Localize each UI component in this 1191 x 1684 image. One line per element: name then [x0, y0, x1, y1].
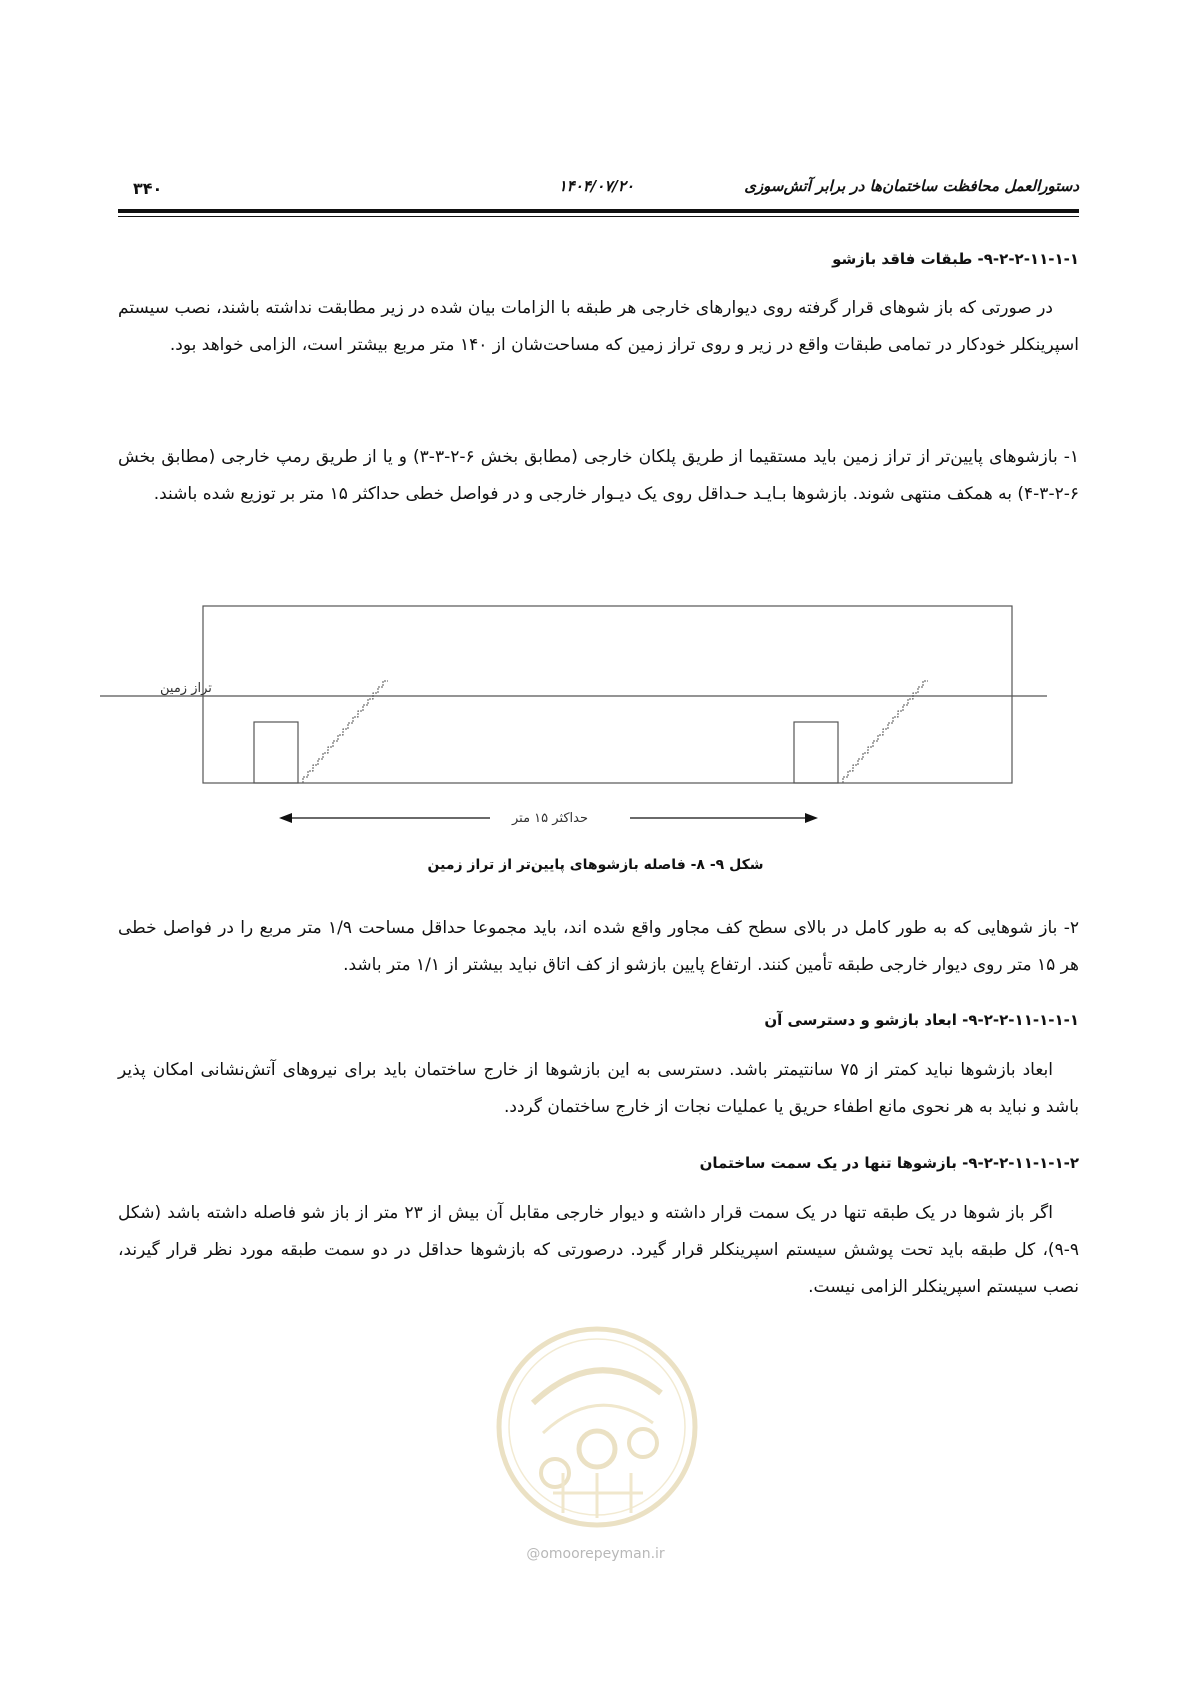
section-heading-one-side: ۹-۲-۲-۱۱-۱-۱-۲- بازشوها تنها در یک سمت ساختمان	[699, 1154, 1079, 1172]
building-outline	[203, 606, 1012, 783]
page-number: ۳۴۰	[133, 179, 163, 198]
header-date: ۱۴۰۴/۰۷/۲۰	[558, 177, 634, 195]
dimension-arrow-right-icon	[805, 813, 818, 823]
section-heading-dimensions: ۹-۲-۲-۱۱-۱-۱-۱- ابعاد بازشو و دسترسی آن	[764, 1011, 1079, 1029]
item2-paragraph: ۲- باز شوهایی که به طور کامل در بالای سطح کف مجاور واقع شده اند، باید مجموعا حداقل مساحت ۱/۹ متر مربع را در فواصل خطی هر ۱۵ متر روی دیوار خارجی طبقه تأمین کنند. ارتفاع پایین بازشو از کف اتاق نباید بیشتر از ۱/۱ متر باشد.	[118, 918, 1079, 975]
watermark-logo	[493, 1323, 701, 1531]
section2-paragraph: ابعاد بازشوها نباید کمتر از ۷۵ سانتیمتر باشد. دسترسی به این بازشوها از خارج ساختمان باید برای نیروهای آتش‌نشانی امکان پذیر باشد و نباید به هر نحوی مانع اطفاء حریق یا عملیات نجات از خارج ساختمان گردد.	[118, 1060, 1079, 1117]
section-heading-no-openings: ۹-۲-۲-۱۱-۱-۱- طبقات فاقد بازشو	[832, 250, 1079, 268]
opening-right	[794, 722, 838, 783]
section3-paragraph: اگر باز شوها در یک طبقه تنها در یک سمت قرار داشته و دیوار خارجی مقابل آن بیش از ۲۳ متر از باز شو فاصله داشته باشد (شکل ۹-۹)، کل طبقه باید تحت پوشش سیستم اسپرینکلر قرار گیرد. درصورتی که بازشوها حداقل در دو سمت طبقه مورد نظر قرار گیرند، نصب سیستم اسپرینکلر الزامی نیست.	[118, 1203, 1079, 1297]
header-title: دستورالعمل محافظت ساختمان‌ها در برابر آتش‌سوزی	[744, 177, 1079, 195]
ground-level-label: تراز زمین	[160, 681, 212, 696]
opening-left	[254, 722, 298, 783]
item1-paragraph: ۱- بازشوهای پایین‌تر از تراز زمین باید مستقیما از طریق پلکان خارجی (مطابق بخش ۶-۲-۳-۳) و یا از طریق رمپ خارجی (مطابق بخش ۶-۲-۳-۴) به همکف منتهی شوند. بازشوها بـایـد حـداقل روی یک دیـوار خارجی و در فواصل خطی حداکثر ۱۵ متر بر توزیع شده باشند.	[118, 447, 1079, 504]
dimension-arrow-left-icon	[279, 813, 292, 823]
figure-caption: شکل ۹- ۸- فاصله بازشوهای پایین‌تر از تراز زمین	[427, 857, 764, 873]
dimension-label: حداکثر ۱۵ متر	[511, 811, 589, 826]
watermark-url: @omoorepeyman.ir	[526, 1546, 665, 1562]
section1-paragraph: در صورتی که باز شوهای قرار گرفته روی دیوارهای خارجی هر طبقه با الزامات بیان شده در زیر مطابقت نداشته باشند، نصب سیستم اسپرینکلر خودکار در تمامی طبقات واقع در زیر و روی تراز زمین که مساحت‌شان از ۱۴۰ متر مربع بیشتر است، الزامی خواهد بود.	[118, 298, 1079, 355]
